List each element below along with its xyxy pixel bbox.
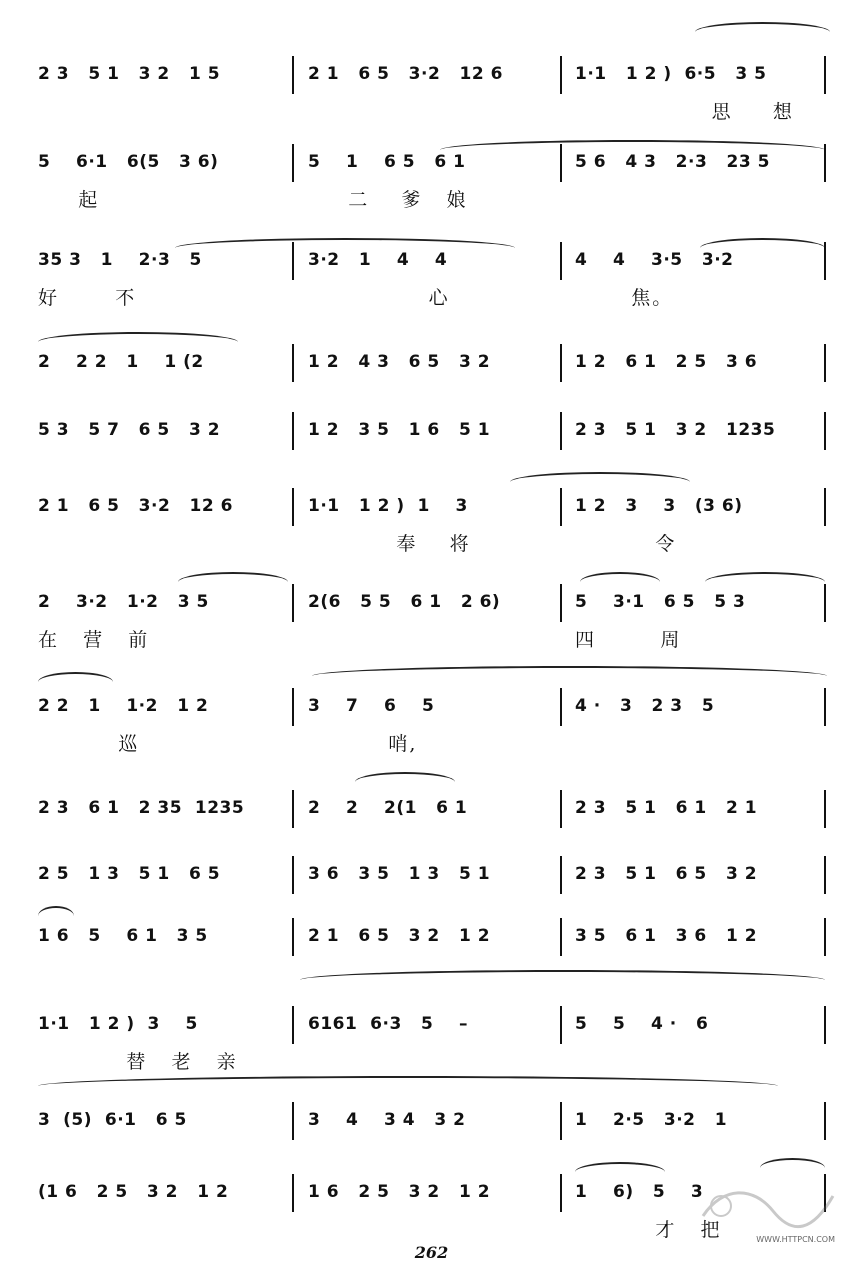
lyrics: 起 xyxy=(38,189,100,211)
barline xyxy=(292,488,294,526)
score-bar xyxy=(38,52,288,132)
score-line xyxy=(0,1098,863,1178)
barline xyxy=(560,856,562,894)
barline xyxy=(292,688,294,726)
score-bar xyxy=(38,140,288,220)
notation: 1 2 4 3 6 5 3 2 xyxy=(308,352,491,372)
score-bar xyxy=(575,580,825,660)
notation: 1·1 1 2 ) 1 3 xyxy=(308,496,468,516)
lyrics: 心 xyxy=(308,287,450,309)
barline xyxy=(292,790,294,828)
barline xyxy=(292,412,294,450)
barline xyxy=(824,1006,826,1044)
barline xyxy=(824,412,826,450)
score-bar xyxy=(308,238,558,318)
notation: 5 6 4 3 2·3 23 5 xyxy=(575,152,770,172)
notation: 2 3 5 1 6 1 2 1 xyxy=(575,798,758,818)
barline xyxy=(560,344,562,382)
score-bar xyxy=(38,1170,288,1250)
notation: 1 2 3 5 1 6 5 1 xyxy=(308,420,491,440)
notation: 1 2 6 1 2 5 3 6 xyxy=(575,352,758,372)
lyrics: 四 周 xyxy=(575,629,682,651)
barline xyxy=(292,1102,294,1140)
lyrics: 才 把 xyxy=(575,1219,722,1241)
barline xyxy=(560,56,562,94)
notation: 5 5 4 · 6 xyxy=(575,1014,709,1034)
barline xyxy=(560,1174,562,1212)
notation: 2 3·2 1·2 3 5 xyxy=(38,592,209,612)
barline xyxy=(292,344,294,382)
barline xyxy=(824,584,826,622)
score-bar xyxy=(38,684,288,764)
score-bar xyxy=(308,1170,558,1250)
score-bar xyxy=(308,684,558,764)
notation: 1 2 3 3 (3 6) xyxy=(575,496,743,516)
score-line xyxy=(0,408,863,488)
notation: 3 7 6 5 xyxy=(308,696,435,716)
notation: 2 2 1 1·2 1 2 xyxy=(38,696,209,716)
notation: 2 1 6 5 3·2 12 6 xyxy=(308,64,503,84)
barline xyxy=(824,56,826,94)
barline xyxy=(560,790,562,828)
barline xyxy=(292,584,294,622)
barline xyxy=(824,144,826,182)
score-bar xyxy=(38,238,288,318)
barline xyxy=(824,488,826,526)
lyrics: 奉 将 xyxy=(308,533,471,555)
lyrics: 替 老 亲 xyxy=(38,1051,238,1073)
score-bar xyxy=(38,484,288,564)
barline xyxy=(560,688,562,726)
notation: 6161 6·3 5 – xyxy=(308,1014,469,1034)
watermark-site-text: WWW.HTTPCN.COM xyxy=(756,1235,835,1244)
barline xyxy=(292,242,294,280)
barline xyxy=(824,856,826,894)
score-bar xyxy=(308,484,558,564)
notation: 2(6 5 5 6 1 2 6) xyxy=(308,592,501,612)
page-number: 262 xyxy=(414,1243,449,1262)
barline xyxy=(824,1102,826,1140)
barline xyxy=(560,488,562,526)
barline xyxy=(824,790,826,828)
score-bar xyxy=(575,684,825,764)
notation: 2 1 6 5 3·2 12 6 xyxy=(38,496,233,516)
barline xyxy=(292,918,294,956)
notation: 1 2·5 3·2 1 xyxy=(575,1110,728,1130)
notation: 3 5 6 1 3 6 1 2 xyxy=(575,926,758,946)
notation: 2 3 5 1 3 2 1235 xyxy=(575,420,776,440)
barline xyxy=(292,856,294,894)
score-bar xyxy=(38,1002,288,1082)
notation: 1 6 2 5 3 2 1 2 xyxy=(308,1182,491,1202)
barline xyxy=(292,56,294,94)
notation: 3 6 3 5 1 3 5 1 xyxy=(308,864,491,884)
lyrics: 巡 xyxy=(38,733,140,755)
score-bar xyxy=(308,52,558,132)
score-bar xyxy=(575,140,825,220)
notation: (1 6 2 5 3 2 1 2 xyxy=(38,1182,229,1202)
notation: 5 1 6 5 6 1 xyxy=(308,152,466,172)
lyrics: 令 xyxy=(575,533,677,555)
score-line xyxy=(0,140,863,220)
notation: 5 3 5 7 6 5 3 2 xyxy=(38,420,221,440)
barline xyxy=(560,242,562,280)
barline xyxy=(824,242,826,280)
barline xyxy=(292,144,294,182)
notation: 5 6·1 6(5 3 6) xyxy=(38,152,219,172)
notation: 1·1 1 2 ) 6·5 3 5 xyxy=(575,64,767,84)
score-bar xyxy=(308,580,558,660)
score-bar xyxy=(575,484,825,564)
lyrics: 二 爹 娘 xyxy=(308,189,468,211)
score-line xyxy=(0,484,863,564)
score-bar xyxy=(575,1002,825,1082)
notation: 2 3 6 1 2 35 1235 xyxy=(38,798,245,818)
score-bar xyxy=(38,1098,288,1178)
notation: 3 (5) 6·1 6 5 xyxy=(38,1110,187,1130)
notation: 35 3 1 2·3 5 xyxy=(38,250,202,270)
barline xyxy=(824,918,826,956)
lyrics: 哨, xyxy=(308,733,418,755)
notation: 1·1 1 2 ) 3 5 xyxy=(38,1014,198,1034)
score-bar xyxy=(575,238,825,318)
lyrics: 思 想 xyxy=(575,101,794,123)
score-line xyxy=(0,1002,863,1082)
notation: 1 6) 5 3 xyxy=(575,1182,704,1202)
score-bar xyxy=(308,1002,558,1082)
barline xyxy=(824,688,826,726)
notation: 2 2 2(1 6 1 xyxy=(308,798,468,818)
notation: 2 5 1 3 5 1 6 5 xyxy=(38,864,221,884)
score-bar xyxy=(38,580,288,660)
notation: 3 4 3 4 3 2 xyxy=(308,1110,466,1130)
notation: 5 3·1 6 5 5 3 xyxy=(575,592,746,612)
notation: 2 3 5 1 3 2 1 5 xyxy=(38,64,221,84)
notation: 2 3 5 1 6 5 3 2 xyxy=(575,864,758,884)
barline xyxy=(824,344,826,382)
notation: 1 6 5 6 1 3 5 xyxy=(38,926,208,946)
score-bar xyxy=(575,52,825,132)
score-line xyxy=(0,580,863,660)
score-line xyxy=(0,684,863,764)
barline xyxy=(560,144,562,182)
lyrics: 好 不 xyxy=(38,287,137,309)
score-bar xyxy=(38,408,288,488)
score-line xyxy=(0,238,863,318)
score-bar xyxy=(308,140,558,220)
lyrics: 在 营 前 xyxy=(38,629,150,651)
barline xyxy=(560,918,562,956)
watermark-logo-icon xyxy=(693,1176,843,1236)
barline xyxy=(560,584,562,622)
score-bar xyxy=(38,914,288,994)
notation: 2 1 6 5 3 2 1 2 xyxy=(308,926,491,946)
notation: 4 · 3 2 3 5 xyxy=(575,696,715,716)
barline xyxy=(560,1006,562,1044)
notation: 2 2 2 1 1 (2 xyxy=(38,352,204,372)
score-bar xyxy=(308,1098,558,1178)
score-bar xyxy=(308,408,558,488)
barline xyxy=(560,412,562,450)
barline xyxy=(292,1006,294,1044)
notation: 4 4 3·5 3·2 xyxy=(575,250,734,270)
notation: 3·2 1 4 4 xyxy=(308,250,448,270)
score-line xyxy=(0,52,863,132)
lyrics: 焦。 xyxy=(575,287,674,309)
barline xyxy=(292,1174,294,1212)
barline xyxy=(560,1102,562,1140)
